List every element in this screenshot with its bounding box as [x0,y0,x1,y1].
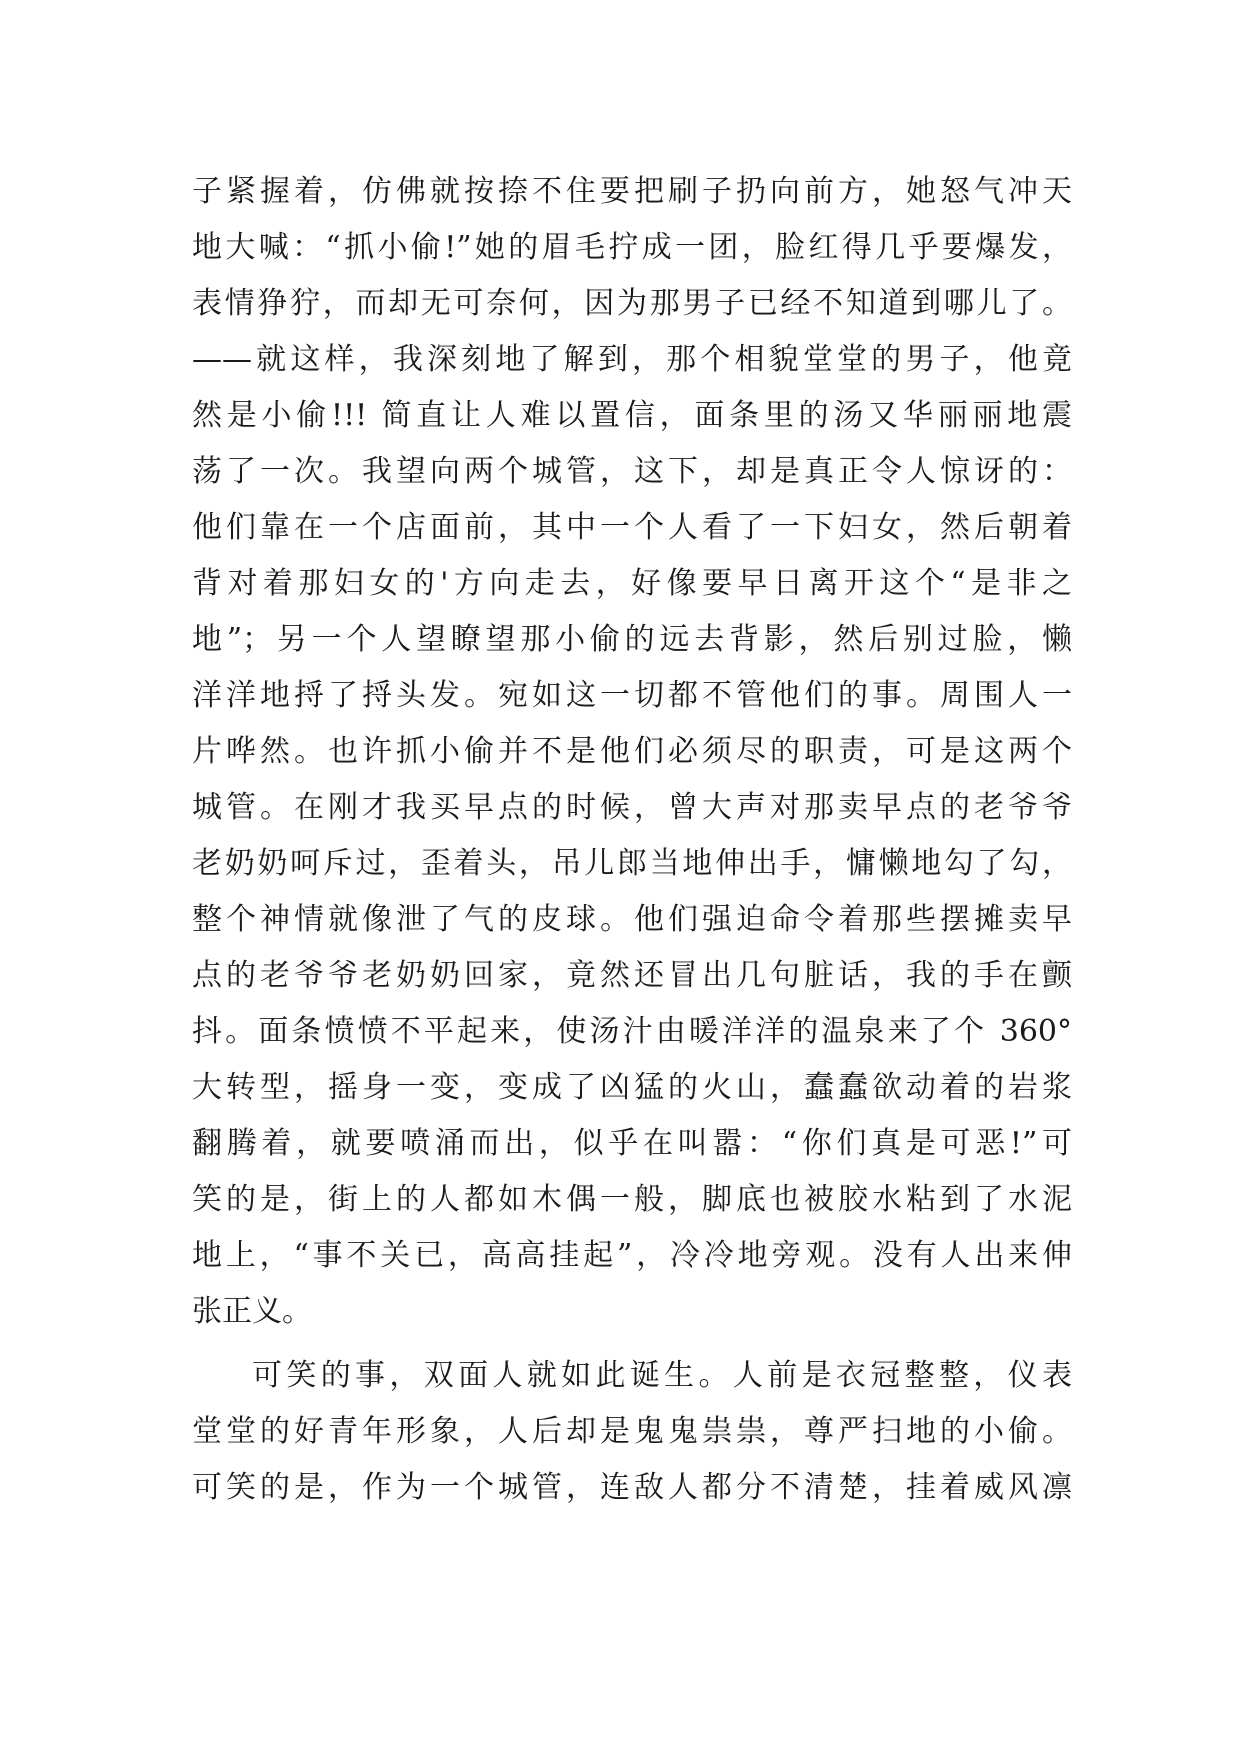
text-line: 大转型，摇身一变，变成了凶猛的火山，蠢蠢欲动着的岩浆 [192,1070,1072,1105]
text-line: 可笑的事，双面人就如此诞生。人前是衣冠整整，仪表 [252,1358,1072,1393]
text-line: 城管。在刚才我买早点的时候，曾大声对那卖早点的老爷爷 [192,790,1072,825]
text-line: 洋洋地捋了捋头发。宛如这一切都不管他们的事。周围人一 [192,678,1072,713]
text-line: 子紧握着，仿佛就按捺不住要把刷子扔向前方，她怒气冲天 [192,174,1072,209]
text-line: 堂堂的好青年形象，人后却是鬼鬼祟祟，尊严扫地的小偷。 [192,1414,1072,1449]
text-line: 背对着那妇女的'方向走去，好像要早日离开这个“是非之 [192,566,1072,601]
text-line: 荡了一次。我望向两个城管，这下，却是真正令人惊讶的： [192,454,1072,489]
text-line: ——就这样，我深刻地了解到，那个相貌堂堂的男子，他竟 [192,342,1072,377]
text-line: 点的老爷爷老奶奶回家，竟然还冒出几句脏话，我的手在颤 [192,958,1072,993]
text-line: 翻腾着，就要喷涌而出，似乎在叫嚣：“你们真是可恶!”可 [192,1126,1072,1161]
text-line: 地”；另一个人望瞭望那小偷的远去背影，然后别过脸，懒 [192,622,1072,657]
text-line: 地大喊：“抓小偷!”她的眉毛拧成一团，脸红得几乎要爆发， [192,230,1072,265]
text-line: 表情狰狞，而却无可奈何，因为那男子已经不知道到哪儿了。 [192,286,1072,321]
text-line: 整个神情就像泄了气的皮球。他们强迫命令着那些摆摊卖早 [192,902,1072,937]
text-line: 他们靠在一个店面前，其中一个人看了一下妇女，然后朝着 [192,510,1072,545]
text-line: 然是小偷!!! 简直让人难以置信，面条里的汤又华丽丽地震 [192,398,1072,433]
text-line: 片哗然。也许抓小偷并不是他们必须尽的职责，可是这两个 [192,734,1072,769]
text-line: 张正义。 [192,1294,312,1329]
text-line: 抖。面条愤愤不平起来，使汤汁由暖洋洋的温泉来了个 360° [192,1014,1072,1049]
text-line: 老奶奶呵斥过，歪着头，吊儿郎当地伸出手，慵懒地勾了勾， [192,846,1072,881]
paragraph-2 [192,1348,1072,1516]
document-body [192,164,1072,1516]
text-line: 笑的是，街上的人都如木偶一般，脚底也被胶水粘到了水泥 [192,1182,1072,1217]
text-line: 地上，“事不关已，高高挂起”，冷冷地旁观。没有人出来伸 [192,1238,1072,1273]
text-line: 可笑的是，作为一个城管，连敌人都分不清楚，挂着威风凛 [192,1470,1072,1505]
paragraph-1 [192,164,1072,1340]
